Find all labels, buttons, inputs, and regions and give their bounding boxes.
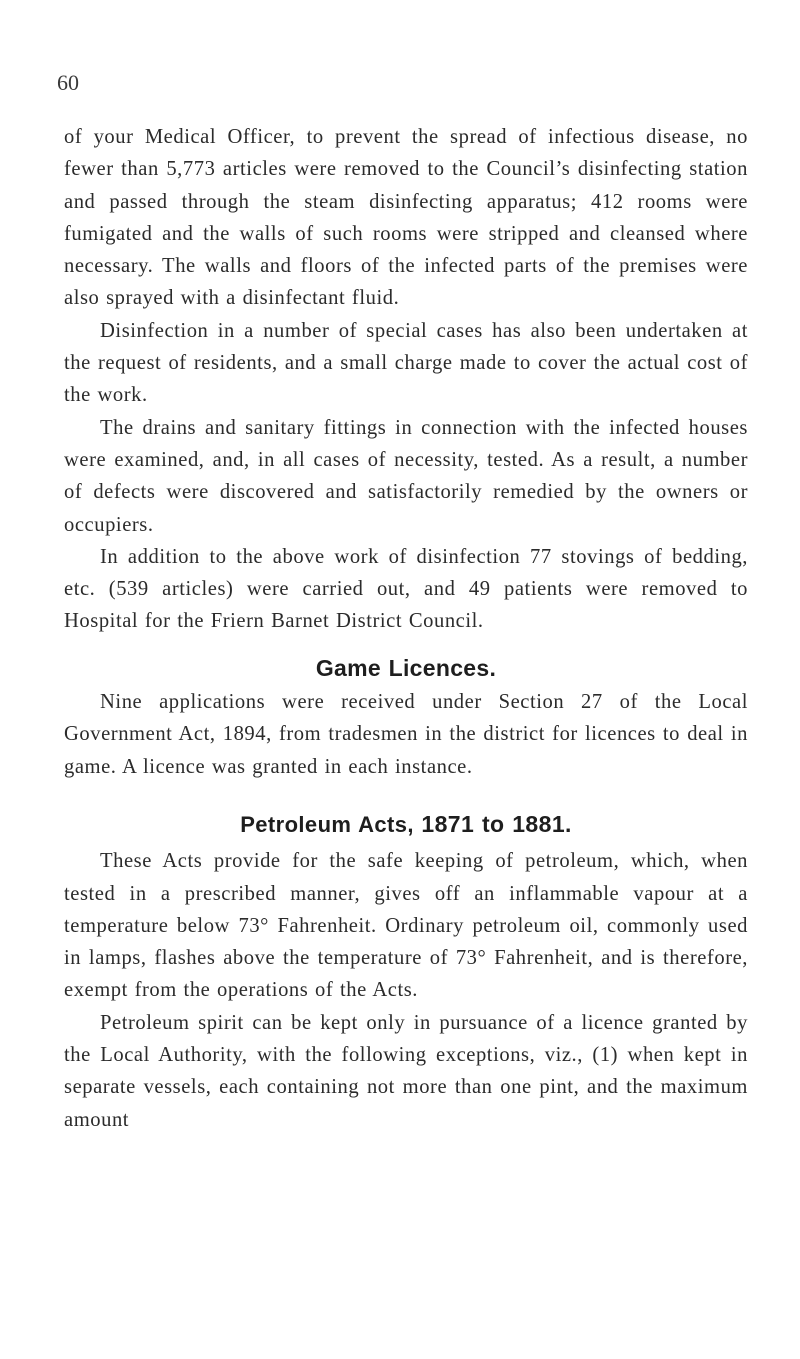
disinfection-paragraph-3: The drains and sanitary fittings in connection with the infected houses were examined, and, in all cases of necessity, tested. As a result, a number of defects were discovered and satisfactorily remedied by the owners or occupiers. [64,416,748,536]
game-licences-paragraph: Nine applications were received under Section 27 of the Local Government Act, 1894, from tradesmen in the district for licences to deal in game. A licence was granted in each instance. [64,691,748,778]
petroleum-paragraph-2: Petroleum spirit can be kept only in pursuance of a licence granted by the Local Authority, with the following exceptions, viz., (1) when kept in separate vessels, each containing not more than one pint, and the maximum amount [64,1011,748,1131]
page-number: 60 [57,70,79,95]
game-licences-heading: Game Licences. [315,654,497,681]
disinfection-paragraph-2: Disinfection in a number of special cases has also been undertaken at the request of residents, and a small charge made to cover the actual cost of the work. [64,319,748,407]
petroleum-paragraph-1: These Acts provide for the safe keeping of petroleum, which, when tested in a prescribed manner, gives off an inflammable vapour at a temperature below 73° Fahrenheit. Ordinary petroleum oil, commonly used in lamps, flashes above the temperature of 73° Fahrenheit, and is therefore, exempt from the operations of the Acts. [64,850,748,1002]
body-text [64,121,748,1136]
petroleum-acts-heading [64,808,748,841]
petroleum-heading-prefix: Petroleum Acts, [240,811,414,837]
disinfection-paragraph-4: In addition to the above work of disinfection 77 stovings of bedding, etc. (539 articles) were carried out, and 49 patients were removed to Hospital for the Friern Barnet District Council. [64,545,748,633]
petroleum-heading-years: 1871 to 1881. [421,810,572,837]
disinfection-paragraph-1: of your Medical Officer, to prevent the spread of infectious disease, no fewer than 5,773 articles were removed to the Council’s disinfecting station and passed through the steam disinfecting apparatus; 412 rooms were fumigated and the walls of such rooms were stripped and cleansed where necessary. The walls and floors of the infected parts of the premises were also sprayed with a disinfectant fluid. [64,126,748,310]
